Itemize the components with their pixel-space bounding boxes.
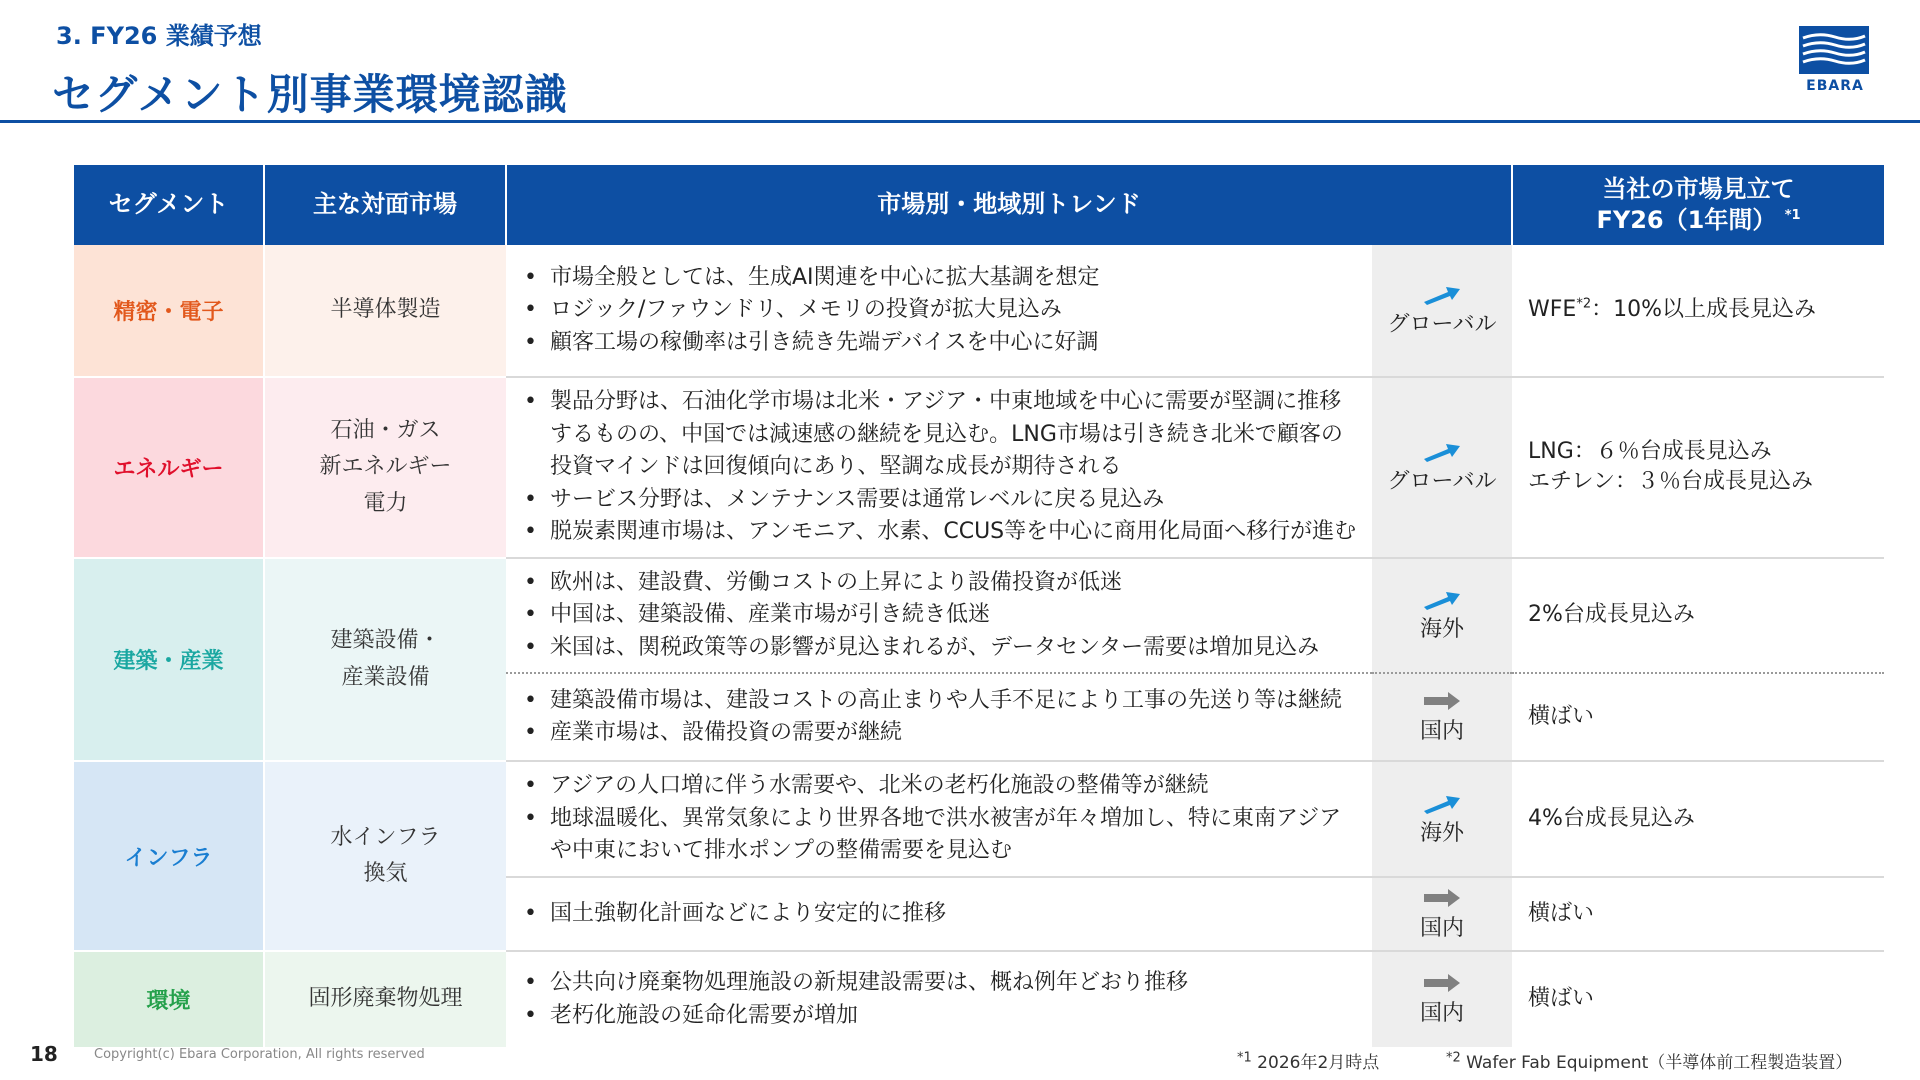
table-row — [74, 761, 1884, 877]
outlook-cell — [1512, 673, 1884, 761]
segment-name: エネルギー — [74, 377, 264, 558]
footnote-1-mark: *1 — [1237, 1050, 1252, 1066]
market-line: 水インフラ — [330, 824, 441, 850]
segment-name: 環境 — [74, 951, 264, 1047]
region-label: 海外 — [1419, 820, 1464, 846]
trend-flat-arrow-icon — [1422, 972, 1462, 994]
trend-item: • 中国は、建築設備、産業市場が引き続き低迷 — [522, 599, 1360, 632]
table-row — [74, 558, 1884, 674]
ebara-logo-mark-icon — [1799, 26, 1869, 74]
market-cell — [264, 558, 506, 762]
outlook-cell — [1512, 377, 1884, 558]
segment-table — [74, 165, 1884, 1047]
outlook-text: 4%台成長見込み — [1528, 805, 1695, 831]
segment-name: 建築・産業 — [74, 558, 264, 762]
outlook-cell — [1512, 951, 1884, 1047]
trend-item: • 顧客工場の稼働率は引き続き先端デバイスを中心に好調 — [522, 327, 1360, 360]
footnote-2-text: Wafer Fab Equipment（半導体前工程製造装置） — [1460, 1053, 1853, 1073]
trend-item: • 米国は、関税政策等の影響が見込まれるが、データセンター需要は増加見込み — [522, 632, 1360, 665]
trend-item: • 市場全般としては、生成AI関連を中心に拡大基調を想定 — [522, 262, 1360, 295]
market-line: 電力 — [363, 490, 408, 516]
page-title: セグメント別事業環境認識 — [52, 70, 568, 119]
outlook-text: WFE — [1528, 297, 1577, 323]
trend-item: • 製品分野は、石油化学市場は北米・アジア・中東地域を中心に需要が堅調に推移するものの、中国では減速感の継続を見込む。LNG市場は引き続き北米で顧客の投資マインドは回復傾向にあり、堅調な成長が期待される — [522, 386, 1360, 484]
trend-cell — [506, 558, 1372, 674]
market-line: 石油・ガス — [330, 417, 441, 443]
outlook-text: エチレン：３％台成長見込み — [1528, 469, 1814, 495]
footnote-1 — [1237, 1048, 1379, 1073]
trend-item: • 老朽化施設の延命化需要が増加 — [522, 1000, 1360, 1033]
trend-item: • ロジック/ファウンドリ、メモリの投資が拡大見込み — [522, 294, 1360, 327]
copyright: Copyright(c) Ebara Corporation, All rights reserved — [94, 1047, 425, 1062]
market-line: 換気 — [363, 861, 408, 887]
outlook-cell — [1512, 245, 1884, 377]
table-header-row — [74, 165, 1884, 245]
trend-cell — [506, 673, 1372, 761]
logo-text: EBARA — [1806, 78, 1864, 94]
market-cell — [264, 377, 506, 558]
outlook-text: *2 — [1576, 296, 1592, 312]
footnote-2 — [1446, 1048, 1852, 1073]
trend-cell — [506, 761, 1372, 877]
col-header-outlook-line2: FY26（1年間） — [1596, 206, 1777, 234]
region-label: グローバル — [1387, 312, 1497, 337]
trend-item: • 産業市場は、設備投資の需要が継続 — [522, 717, 1360, 750]
segment-name: インフラ — [74, 761, 264, 951]
trend-cell — [506, 245, 1372, 377]
outlook-text: 横ばい — [1528, 986, 1595, 1012]
segment-name: 精密・電子 — [74, 245, 264, 377]
region-label: 国内 — [1419, 915, 1464, 941]
region-cell — [1372, 245, 1512, 377]
col-header-outlook — [1512, 165, 1884, 245]
trend-up-arrow-icon — [1422, 283, 1462, 305]
trend-item: • 国土強靭化計画などにより安定的に推移 — [522, 898, 1360, 931]
trend-item: • 建築設備市場は、建設コストの高止まりや人手不足により工事の先送り等は継続 — [522, 685, 1360, 718]
trend-list — [522, 262, 1360, 360]
market-cell — [264, 245, 506, 377]
table-row — [74, 245, 1884, 377]
trend-item: • 欧州は、建設費、労働コストの上昇により設備投資が低迷 — [522, 567, 1360, 600]
region-label: 海外 — [1419, 617, 1464, 643]
footnote-2-mark: *2 — [1446, 1050, 1461, 1066]
trend-list — [522, 685, 1360, 750]
region-label: 国内 — [1419, 1001, 1464, 1027]
market-line: 半導体製造 — [330, 297, 441, 323]
trend-list — [522, 770, 1360, 868]
trend-item: • 公共向け廃棄物処理施設の新規建設需要は、概ね例年どおり推移 — [522, 967, 1360, 1000]
trend-list — [522, 967, 1360, 1032]
trend-cell — [506, 377, 1372, 558]
trend-item: • アジアの人口増に伴う水需要や、北米の老朽化施設の整備等が継続 — [522, 770, 1360, 803]
trend-list — [522, 898, 1360, 931]
trend-list — [522, 386, 1360, 549]
col-header-market: 主な対面市場 — [264, 165, 506, 245]
market-line: 産業設備 — [341, 664, 430, 690]
outlook-text: 2%台成長見込み — [1528, 602, 1695, 628]
region-cell — [1372, 377, 1512, 558]
market-cell — [264, 761, 506, 951]
col-header-trend: 市場別・地域別トレンド — [506, 165, 1512, 245]
region-cell — [1372, 558, 1512, 674]
trend-flat-arrow-icon — [1422, 690, 1462, 712]
outlook-text: 横ばい — [1528, 703, 1595, 729]
trend-item: • サービス分野は、メンテナンス需要は通常レベルに戻る見込み — [522, 484, 1360, 517]
outlook-text: LNG：６％台成長見込み — [1528, 438, 1772, 464]
region-label: グローバル — [1387, 468, 1497, 494]
outlook-text: 横ばい — [1528, 900, 1595, 926]
region-cell — [1372, 761, 1512, 877]
trend-flat-arrow-icon — [1422, 887, 1462, 909]
market-line: 新エネルギー — [319, 454, 452, 480]
trend-item: • 地球温暖化、異常気象により世界各地で洪水被害が年々増加し、特に東南アジアや中東において排水ポンプの整備需要を見込む — [522, 803, 1360, 868]
footnote-1-text: 2026年2月時点 — [1251, 1053, 1380, 1073]
col-header-outlook-line1: 当社の市場見立て — [1602, 174, 1795, 203]
market-cell — [264, 951, 506, 1047]
outlook-cell — [1512, 877, 1884, 951]
trend-cell — [506, 951, 1372, 1047]
trend-up-arrow-icon — [1422, 792, 1462, 814]
market-line: 固形廃棄物処理 — [308, 986, 463, 1012]
trend-item: • 脱炭素関連市場は、アンモニア、水素、CCUS等を中心に商用化局面へ移行が進む — [522, 516, 1360, 549]
outlook-cell — [1512, 761, 1884, 877]
outlook-cell — [1512, 558, 1884, 674]
table-row — [74, 377, 1884, 558]
trend-up-arrow-icon — [1422, 588, 1462, 610]
region-cell — [1372, 673, 1512, 761]
trend-up-arrow-icon — [1422, 440, 1462, 462]
market-line: 建築設備・ — [330, 628, 441, 654]
region-label: 国内 — [1419, 718, 1464, 744]
section-label: 3. FY26 業績予想 — [56, 22, 262, 50]
table-body — [74, 245, 1884, 1047]
header-divider — [0, 120, 1920, 123]
outlook-text: ：10%以上成長見込み — [1591, 297, 1816, 323]
region-cell — [1372, 951, 1512, 1047]
page-number: 18 — [30, 1042, 58, 1066]
trend-list — [522, 567, 1360, 665]
col-header-outlook-note: *1 — [1784, 208, 1801, 223]
trend-cell — [506, 877, 1372, 951]
col-header-segment: セグメント — [74, 165, 264, 245]
region-cell — [1372, 877, 1512, 951]
ebara-logo — [1799, 26, 1871, 98]
table-row — [74, 951, 1884, 1047]
